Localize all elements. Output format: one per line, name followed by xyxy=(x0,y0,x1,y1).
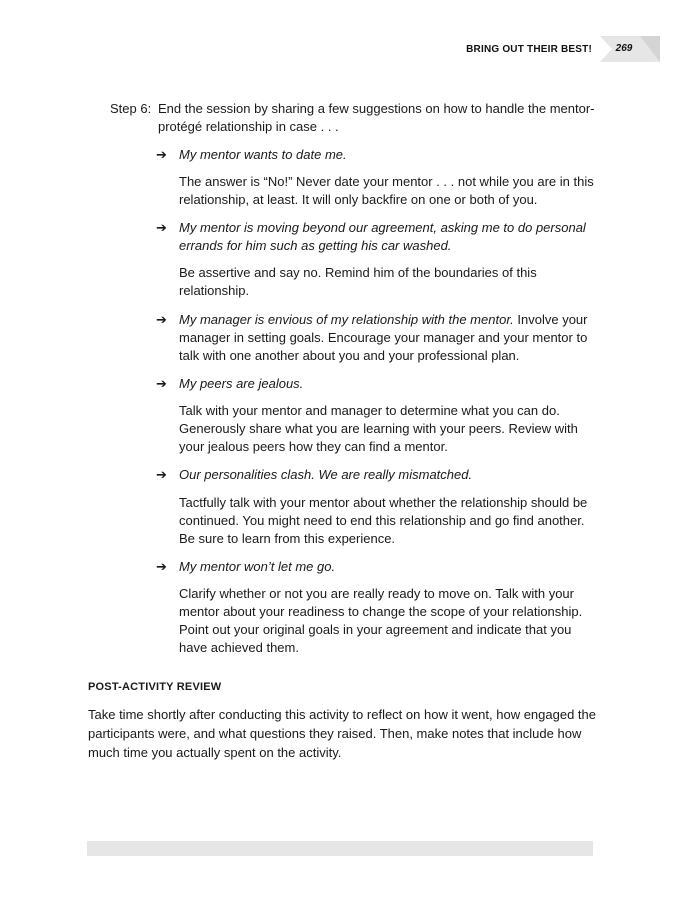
scenario-case-text: My peers are jealous. xyxy=(179,376,304,391)
scenario-answer-6: Clarify whether or not you are really ready to move on. Talk with your mentor about your readiness to change the scope of your relationship. Point out your original goals in your agreement and indicate that you have achieved them. xyxy=(179,586,583,655)
scenario-case-text: My manager is envious of my relationship with the mentor. xyxy=(179,312,514,327)
step-label: Step 6: xyxy=(110,101,152,116)
arrow-icon: ➔ xyxy=(156,559,167,574)
footer-bar xyxy=(87,841,593,856)
scenario-case-text: My mentor is moving beyond our agreement, asking me to do personal errands for him such as getting his car washed. xyxy=(179,220,586,253)
scenario-inline-answer: Involve your manager in setting goals. Encourage your manager and your mentor to talk with one another about you and your professional plan. xyxy=(179,312,588,363)
scenario-answer-4: Talk with your mentor and manager to determine what you can do. Generously share what you are learning with your peers. Review with your jealous peers how they can find a mentor. xyxy=(179,403,578,454)
scenario-case-text: My mentor won’t let me go. xyxy=(179,559,336,574)
page-number: 269 xyxy=(615,43,633,54)
page-number-tab xyxy=(600,36,660,62)
scenario-answer-5: Tactfully talk with your mentor about whether the relationship should be continued. You might need to end this relationship and go find another. Be sure to learn from this experience. xyxy=(179,495,588,546)
arrow-icon: ➔ xyxy=(156,147,167,162)
scenario-case-text: Our personalities clash. We are really mismatched. xyxy=(179,467,473,482)
running-title: BRING OUT THEIR BEST! xyxy=(466,44,592,55)
review-paragraph: Take time shortly after conducting this activity to reflect on how it went, how engaged the participants were, and what questions they raised. Then, make notes that include how much time you actually spent on the activity. xyxy=(88,707,596,760)
arrow-icon: ➔ xyxy=(156,220,167,235)
scenario-case-block xyxy=(179,311,599,365)
scenario-answer-1: The answer is “No!” Never date your mentor . . . not while you are in this relationship, at least. It will only backfire on one or both of you. xyxy=(179,174,594,207)
arrow-icon: ➔ xyxy=(156,467,167,482)
scenario-answer-2: Be assertive and say no. Remind him of the boundaries of this relationship. xyxy=(179,265,537,298)
step-text: End the session by sharing a few suggestions on how to handle the mentor-protégé relationship in case . . . xyxy=(158,101,595,134)
scenario-case-text: My mentor wants to date me. xyxy=(179,147,347,162)
arrow-icon: ➔ xyxy=(156,312,167,327)
arrow-icon: ➔ xyxy=(156,376,167,391)
section-heading: POST-ACTIVITY REVIEW xyxy=(88,681,222,693)
